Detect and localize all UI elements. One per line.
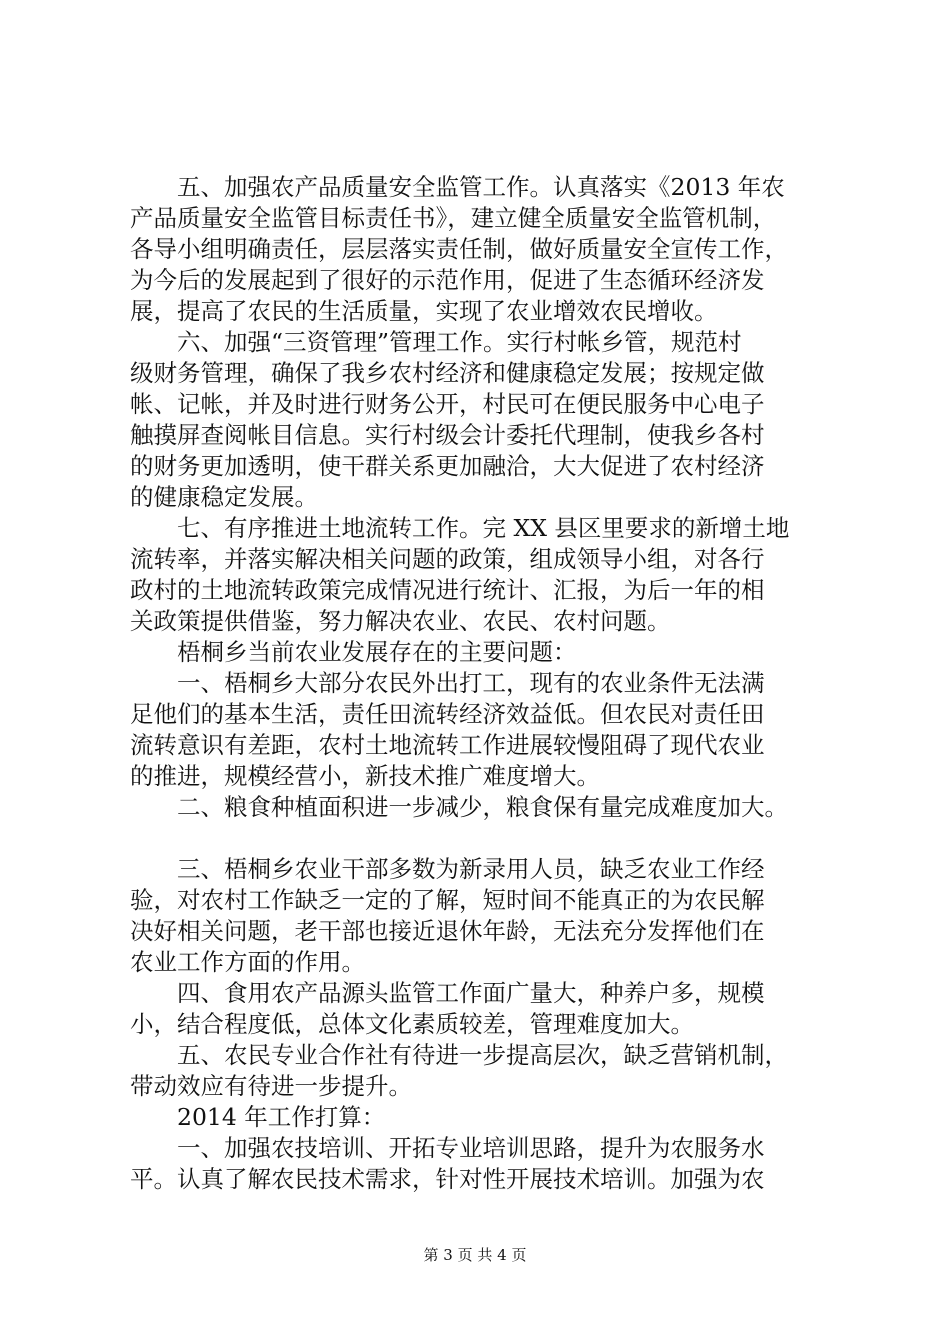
paragraph-line: 帐、记帐，并及时进行财务公开，村民可在便民服务中心电子 [130, 390, 765, 418]
blank-line [130, 823, 840, 854]
paragraph-first-line: 一、加强农技培训、开拓专业培训思路，提升为农服务水 [177, 1134, 765, 1162]
paragraph-line: 政村的土地流转政策完成情况进行统计、汇报，为后一年的相 [130, 576, 765, 604]
paragraph-first-line: 四、食用农产品源头监管工作面广量大，种养户多，规模 [177, 979, 765, 1007]
paragraph-line: 各导小组明确责任，层层落实责任制，做好质量安全宣传工作， [130, 235, 788, 263]
paragraph-line: 级财务管理，确保了我乡农村经济和健康稳定发展；按规定做 [130, 359, 765, 387]
paragraph-line: 流转意识有差距，农村土地流转工作进展较慢阻碍了现代农业 [130, 731, 765, 759]
paragraph-first-line: 二、粮食种植面积进一步减少，粮食保有量完成难度加大。 [177, 793, 788, 821]
paragraph-line: 触摸屏查阅帐目信息。实行村级会计委托代理制，使我乡各村 [130, 421, 765, 449]
paragraph-line: 的推进，规模经营小，新技术推广难度增大。 [130, 762, 600, 790]
paragraph-line: 小，结合程度低，总体文化素质较差，管理难度加大。 [130, 1010, 694, 1038]
paragraph-first-line: 2014 年工作打算： [177, 1103, 386, 1131]
paragraph-line: 产品质量安全监管目标责任书》，建立健全质量安全监管机制， [130, 204, 777, 232]
paragraph-first-line: 一、梧桐乡大部分农民外出打工，现有的农业条件无法满 [177, 669, 765, 697]
paragraph-first-line: 六、加强“三资管理”管理工作。实行村帐乡管，规范村 [177, 328, 742, 356]
paragraph-line: 的健康稳定发展。 [130, 483, 318, 511]
paragraph-line: 展，提高了农民的生活质量，实现了农业增效农民增收。 [130, 297, 718, 325]
paragraph-line: 流转率，并落实解决相关问题的政策，组成领导小组，对各行 [130, 545, 765, 573]
paragraph-line: 关政策提供借鉴，努力解决农业、农民、农村问题。 [130, 607, 671, 635]
paragraph-line: 带动效应有待进一步提升。 [130, 1072, 412, 1100]
paragraph-first-line: 梧桐乡当前农业发展存在的主要问题： [177, 638, 577, 666]
paragraph-first-line: 五、农民专业合作社有待进一步提高层次，缺乏营销机制， [177, 1041, 788, 1069]
paragraph-line: 为今后的发展起到了很好的示范作用，促进了生态循环经济发 [130, 266, 765, 294]
paragraph-first-line: 五、加强农产品质量安全监管工作。认真落实《2013 年农 [177, 173, 785, 201]
paragraph-line: 足他们的基本生活，责任田流转经济效益低。但农民对责任田 [130, 700, 765, 728]
paragraph-line: 平。认真了解农民技术需求，针对性开展技术培训。加强为农 [130, 1165, 765, 1193]
document-body [130, 172, 840, 1195]
paragraph-first-line: 七、有序推进土地流转工作。完 XX 县区里要求的新增土地 [177, 514, 790, 542]
paragraph-line: 的财务更加透明，使干群关系更加融洽，大大促进了农村经济 [130, 452, 765, 480]
paragraph-line: 验，对农村工作缺乏一定的了解，短时间不能真正的为农民解 [130, 886, 765, 914]
paragraph-line: 农业工作方面的作用。 [130, 948, 365, 976]
paragraph-line: 决好相关问题，老干部也接近退休年龄，无法充分发挥他们在 [130, 917, 765, 945]
paragraph-first-line: 三、梧桐乡农业干部多数为新录用人员，缺乏农业工作经 [177, 855, 765, 883]
page-footer: 第 3 页 共 4 页 [423, 1246, 527, 1264]
